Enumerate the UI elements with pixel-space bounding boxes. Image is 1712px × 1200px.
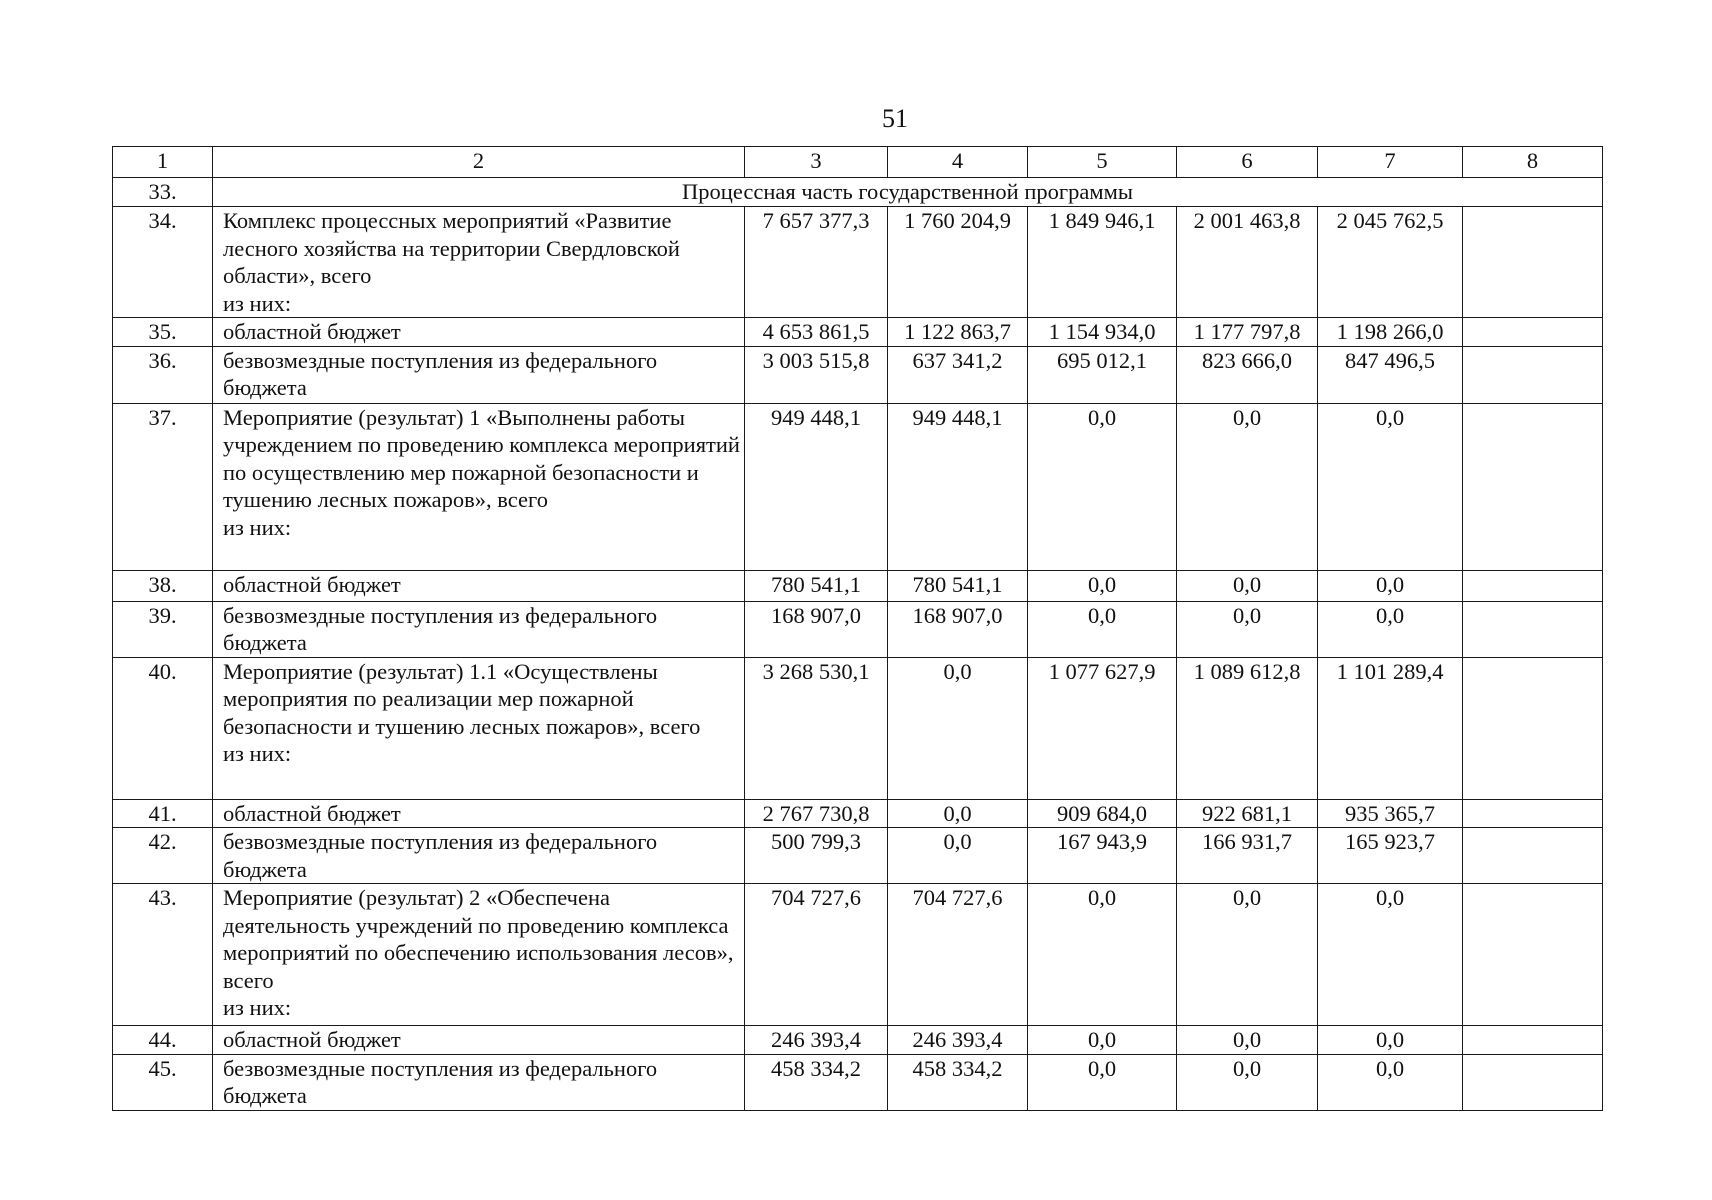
value-cell: 695 012,1 [1028,346,1177,403]
row-number: 34. [113,207,213,318]
row-description: областной бюджет [213,1026,745,1055]
value-cell: 246 393,4 [745,1026,888,1055]
row-number: 36. [113,346,213,403]
row-number: 37. [113,403,213,570]
value-cell: 1 849 946,1 [1028,207,1177,318]
value-cell [1463,346,1603,403]
column-header: 4 [888,147,1028,178]
row-description: безвозмездные поступления из федерального бюджета [213,346,745,403]
value-cell: 1 122 863,7 [888,318,1028,347]
value-cell: 0,0 [888,828,1028,884]
value-cell: 0,0 [1177,601,1318,657]
value-cell: 0,0 [1028,601,1177,657]
row-description: областной бюджет [213,570,745,601]
row-description: Комплекс процессных мероприятий «Развитие лесного хозяйства на территории Свердловской области», всего из них: [213,207,745,318]
value-cell: 168 907,0 [745,601,888,657]
column-number-row [113,147,1603,178]
value-cell: 166 931,7 [1177,828,1318,884]
value-cell [1463,828,1603,884]
value-cell [1463,601,1603,657]
row-description: областной бюджет [213,318,745,347]
row-number: 39. [113,601,213,657]
value-cell: 704 727,6 [888,884,1028,1026]
value-cell: 1 154 934,0 [1028,318,1177,347]
value-cell [1463,403,1603,570]
value-cell: 1 101 289,4 [1318,657,1463,799]
value-cell: 0,0 [1318,601,1463,657]
section-row [113,178,1603,207]
value-cell: 3 003 515,8 [745,346,888,403]
value-cell: 458 334,2 [888,1054,1028,1110]
table-row [113,207,1603,318]
value-cell: 165 923,7 [1318,828,1463,884]
value-cell: 780 541,1 [745,570,888,601]
value-cell: 1 089 612,8 [1177,657,1318,799]
column-header: 5 [1028,147,1177,178]
row-description: Мероприятие (результат) 1 «Выполнены работы учреждением по проведению комплекса мероприятий по осуществлению мер пожарной безопасности и тушению лесных пожаров», всего из них: [213,403,745,570]
value-cell: 0,0 [888,657,1028,799]
value-cell: 2 001 463,8 [1177,207,1318,318]
value-cell: 1 198 266,0 [1318,318,1463,347]
row-number: 43. [113,884,213,1026]
value-cell: 935 365,7 [1318,799,1463,828]
value-cell: 949 448,1 [745,403,888,570]
table-row [113,318,1603,347]
value-cell: 0,0 [888,799,1028,828]
column-header: 3 [745,147,888,178]
value-cell: 637 341,2 [888,346,1028,403]
table-row [113,1026,1603,1055]
value-cell [1463,1054,1603,1110]
table-row [113,799,1603,828]
value-cell: 0,0 [1028,570,1177,601]
column-header: 6 [1177,147,1318,178]
value-cell: 500 799,3 [745,828,888,884]
row-description: Мероприятие (результат) 1.1 «Осуществлены мероприятия по реализации мер пожарной безопасности и тушению лесных пожаров», всего из них: [213,657,745,799]
value-cell: 0,0 [1177,1054,1318,1110]
value-cell: 847 496,5 [1318,346,1463,403]
page-number: 51 [882,104,908,133]
value-cell [1463,570,1603,601]
value-cell: 3 268 530,1 [745,657,888,799]
column-header: 8 [1463,147,1603,178]
column-header: 7 [1318,147,1463,178]
value-cell: 246 393,4 [888,1026,1028,1055]
value-cell: 167 943,9 [1028,828,1177,884]
value-cell [1463,799,1603,828]
value-cell: 4 653 861,5 [745,318,888,347]
row-number: 35. [113,318,213,347]
value-cell: 7 657 377,3 [745,207,888,318]
value-cell [1463,318,1603,347]
value-cell: 0,0 [1028,403,1177,570]
value-cell [1463,1026,1603,1055]
value-cell: 458 334,2 [745,1054,888,1110]
value-cell [1463,884,1603,1026]
column-header: 2 [213,147,745,178]
value-cell: 0,0 [1028,1054,1177,1110]
row-number: 38. [113,570,213,601]
table-row [113,657,1603,799]
table-row [113,601,1603,657]
value-cell: 823 666,0 [1177,346,1318,403]
value-cell: 0,0 [1177,403,1318,570]
value-cell: 0,0 [1177,570,1318,601]
value-cell: 704 727,6 [745,884,888,1026]
row-description: безвозмездные поступления из федерального бюджета [213,601,745,657]
row-number: 44. [113,1026,213,1055]
value-cell: 0,0 [1318,1026,1463,1055]
row-description: Мероприятие (результат) 2 «Обеспечена деятельность учреждений по проведению комплекса мероприятий по обеспечению использования лесов», всего из них: [213,884,745,1026]
value-cell: 0,0 [1028,1026,1177,1055]
table-row [113,884,1603,1026]
value-cell: 949 448,1 [888,403,1028,570]
value-cell: 1 760 204,9 [888,207,1028,318]
row-description: безвозмездные поступления из федерального бюджета [213,828,745,884]
table-row [113,570,1603,601]
row-number: 41. [113,799,213,828]
row-number: 45. [113,1054,213,1110]
value-cell: 0,0 [1177,1026,1318,1055]
value-cell [1463,207,1603,318]
row-number: 42. [113,828,213,884]
value-cell [1463,657,1603,799]
value-cell: 1 077 627,9 [1028,657,1177,799]
table-row [113,346,1603,403]
value-cell: 0,0 [1177,884,1318,1026]
section-title: Процессная часть государственной программы [213,178,1603,207]
value-cell: 0,0 [1028,884,1177,1026]
value-cell: 909 684,0 [1028,799,1177,828]
value-cell: 922 681,1 [1177,799,1318,828]
value-cell: 0,0 [1318,884,1463,1026]
table-row [113,828,1603,884]
value-cell: 0,0 [1318,1054,1463,1110]
table-row [113,403,1603,570]
value-cell: 168 907,0 [888,601,1028,657]
row-description: безвозмездные поступления из федерального бюджета [213,1054,745,1110]
value-cell: 2 767 730,8 [745,799,888,828]
row-description: областной бюджет [213,799,745,828]
value-cell: 0,0 [1318,570,1463,601]
value-cell: 1 177 797,8 [1177,318,1318,347]
column-header: 1 [113,147,213,178]
row-number: 40. [113,657,213,799]
row-number: 33. [113,178,213,207]
table-row [113,1054,1603,1110]
value-cell: 0,0 [1318,403,1463,570]
value-cell: 2 045 762,5 [1318,207,1463,318]
budget-table [112,146,1603,1111]
value-cell: 780 541,1 [888,570,1028,601]
